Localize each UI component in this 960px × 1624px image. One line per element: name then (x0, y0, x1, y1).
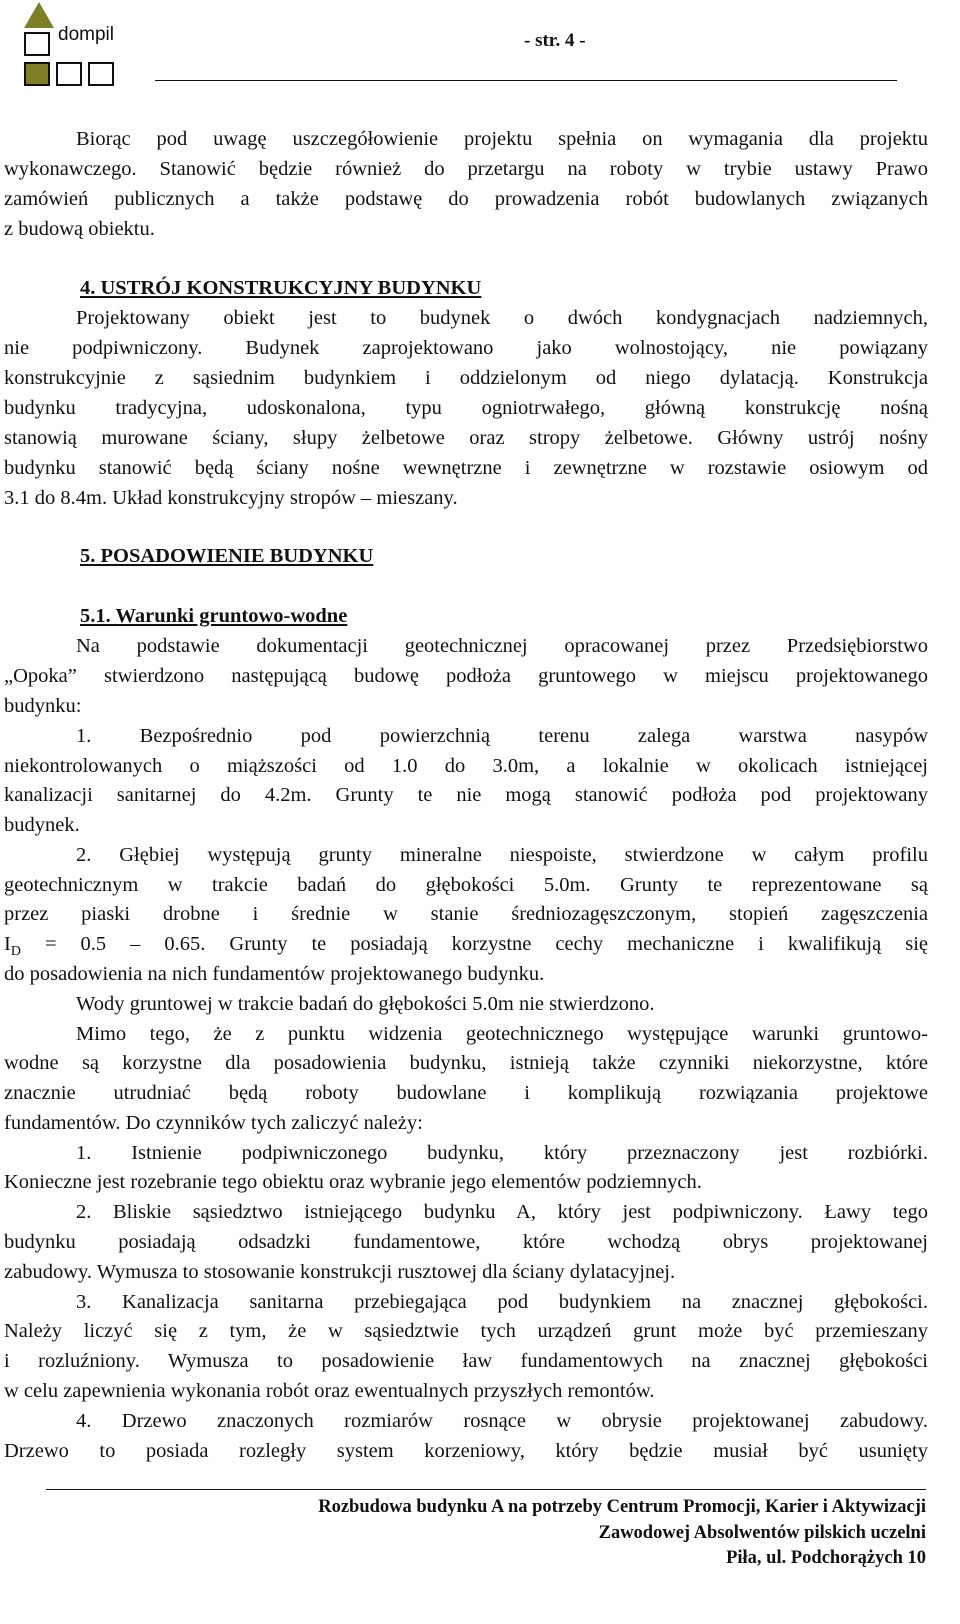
paragraph-line: budynku: (4, 695, 82, 717)
footer-address: Piła, ul. Podchorążych 10 (726, 1548, 926, 1568)
footer-project-title-cont: Zawodowej Absolwentów pilskich uczelni (598, 1523, 926, 1543)
logo-square-icon (24, 62, 50, 86)
paragraph-line: budynku posiadają odsadzki fundamentowe, które wchodzą obrys projektowanej (4, 1231, 928, 1253)
density-index-subscript: D (10, 944, 21, 959)
paragraph-line: nie podpiwniczony. Budynek zaprojektowano jako wolnostojący, nie powiązany (4, 337, 928, 359)
density-index-symbol: I (4, 933, 11, 955)
paragraph-line: geotechnicznym w trakcie badań do głębokości 5.0m. Grunty te reprezentowane są (4, 874, 928, 896)
list-item-line: 4. Drzewo znaczonych rozmiarów rosnące w obrysie projektowanej zabudowy. (76, 1410, 928, 1432)
paragraph-line: stanowią murowane ściany, słupy żelbetowe oraz stropy żelbetowe. Główny ustrój nośny (4, 427, 928, 449)
logo-triangle-icon (24, 2, 54, 28)
paragraph-line (4, 931, 928, 957)
paragraph-line: Na podstawie dokumentacji geotechnicznej opracowanej przez Przedsiębiorstwo (76, 635, 928, 657)
list-item-line: 1. Bezpośrednio pod powierzchnią terenu zalega warstwa nasypów (76, 725, 928, 747)
paragraph-line: Biorąc pod uwagę uszczegółowienie projektu spełnia on wymagania dla projektu (76, 128, 928, 150)
logo-text: dompil (58, 24, 114, 45)
footer-divider (46, 1489, 926, 1490)
paragraph-line: Wody gruntowej w trakcie badań do głębokości 5.0m nie stwierdzono. (76, 993, 655, 1015)
paragraph-line: w celu zapewnienia wykonania robót oraz ewentualnych przyszłych remontów. (4, 1380, 655, 1402)
paragraph-line: 3.1 do 8.4m. Układ konstrukcyjny stropów – mieszany. (4, 487, 458, 509)
paragraph-line: Należy liczyć się z tym, że w sąsiedztwie tych urządzeń grunt może być przemieszany (4, 1320, 928, 1342)
density-index-text: = 0.5 – 0.65. Grunty te posiadają korzystne cechy mechaniczne i kwalifikują się (20, 933, 928, 955)
paragraph-line: i rozluźniony. Wymusza to posadowienie ław fundamentowych na znacznej głębokości (4, 1350, 928, 1372)
paragraph-line: Projektowany obiekt jest to budynek o dwóch kondygnacjach nadziemnych, (76, 307, 928, 329)
paragraph-line: wodne są korzystne dla posadowienia budynku, istnieją także czynniki niekorzystne, które (4, 1052, 928, 1074)
paragraph-line: Konieczne jest rozebranie tego obiektu oraz wybranie jego elementów podziemnych. (4, 1171, 702, 1193)
paragraph-line: z budową obiektu. (4, 218, 155, 240)
list-item-line: 2. Głębiej występują grunty mineralne niespoiste, stwierdzone w całym profilu (76, 844, 928, 866)
list-item-line: 2. Bliskie sąsiedztwo istniejącego budynku A, który jest podpiwniczony. Ławy tego (76, 1201, 928, 1223)
paragraph-line: zabudowy. Wymusza to stosowanie konstrukcji rusztowej dla ściany dylatacyjnej. (4, 1261, 676, 1283)
paragraph-line: Drzewo to posiada rozległy system korzeniowy, który będzie musiał być usunięty (4, 1440, 928, 1462)
footer-project-title: Rozbudowa budynku A na potrzeby Centrum Promocji, Karier i Aktywizacji (318, 1497, 926, 1517)
paragraph-line: konstrukcyjnie z sąsiednim budynkiem i oddzielonym od niego dylatacją. Konstrukcja (4, 367, 928, 389)
paragraph-line: Mimo tego, że z punktu widzenia geotechnicznego występujące warunki gruntowo- (76, 1023, 928, 1045)
page-number: - str. 4 - (524, 30, 586, 51)
paragraph-line: znacznie utrudniać będą roboty budowlane i komplikują rozwiązania projektowe (4, 1082, 928, 1104)
paragraph-line: „Opoka” stwierdzono następującą budowę podłoża gruntowego w miejscu projektowanego (4, 665, 928, 687)
paragraph-line: fundamentów. Do czynników tych zaliczyć należy: (4, 1112, 423, 1134)
section-heading: 4. USTRÓJ KONSTRUKCYJNY BUDYNKU (80, 277, 482, 299)
logo-square-icon (24, 32, 50, 56)
paragraph-line: budynku stanowić będą ściany nośne wewnętrzne i zewnętrzne w rozstawie osiowym od (4, 457, 928, 479)
paragraph-line: kanalizacji sanitarnej do 4.2m. Grunty te nie mogą stanowić podłoża pod projektowany (4, 784, 928, 806)
paragraph-line: zamówień publicznych a także podstawę do prowadzenia robót budowlanych związanych (4, 188, 928, 210)
paragraph-line: budynku tradycyjna, udoskonalona, typu ogniotrwałego, główną konstrukcję nośną (4, 397, 928, 419)
logo-square-icon (88, 62, 114, 86)
logo-square-icon (56, 62, 82, 86)
paragraph-line: przez piaski drobne i średnie w stanie średniozagęszczonym, stopień zagęszczenia (4, 903, 928, 925)
section-heading: 5. POSADOWIENIE BUDYNKU (80, 545, 374, 567)
paragraph-line: niekontrolowanych o miąższości od 1.0 do 3.0m, a lokalnie w okolicach istniejącej (4, 755, 928, 777)
paragraph-line: wykonawczego. Stanowić będzie również do przetargu na roboty w trybie ustawy Prawo (4, 158, 928, 180)
company-logo (22, 2, 132, 84)
list-item-line: 3. Kanalizacja sanitarna przebiegająca pod budynkiem na znacznej głębokości. (76, 1291, 928, 1313)
paragraph-line: budynek. (4, 814, 80, 836)
paragraph-line: do posadowienia na nich fundamentów projektowanego budynku. (4, 963, 545, 985)
subsection-heading: 5.1. Warunki gruntowo-wodne (80, 605, 348, 627)
list-item-line: 1. Istnienie podpiwniczonego budynku, który przeznaczony jest rozbiórki. (76, 1142, 928, 1164)
header-divider (155, 80, 897, 81)
